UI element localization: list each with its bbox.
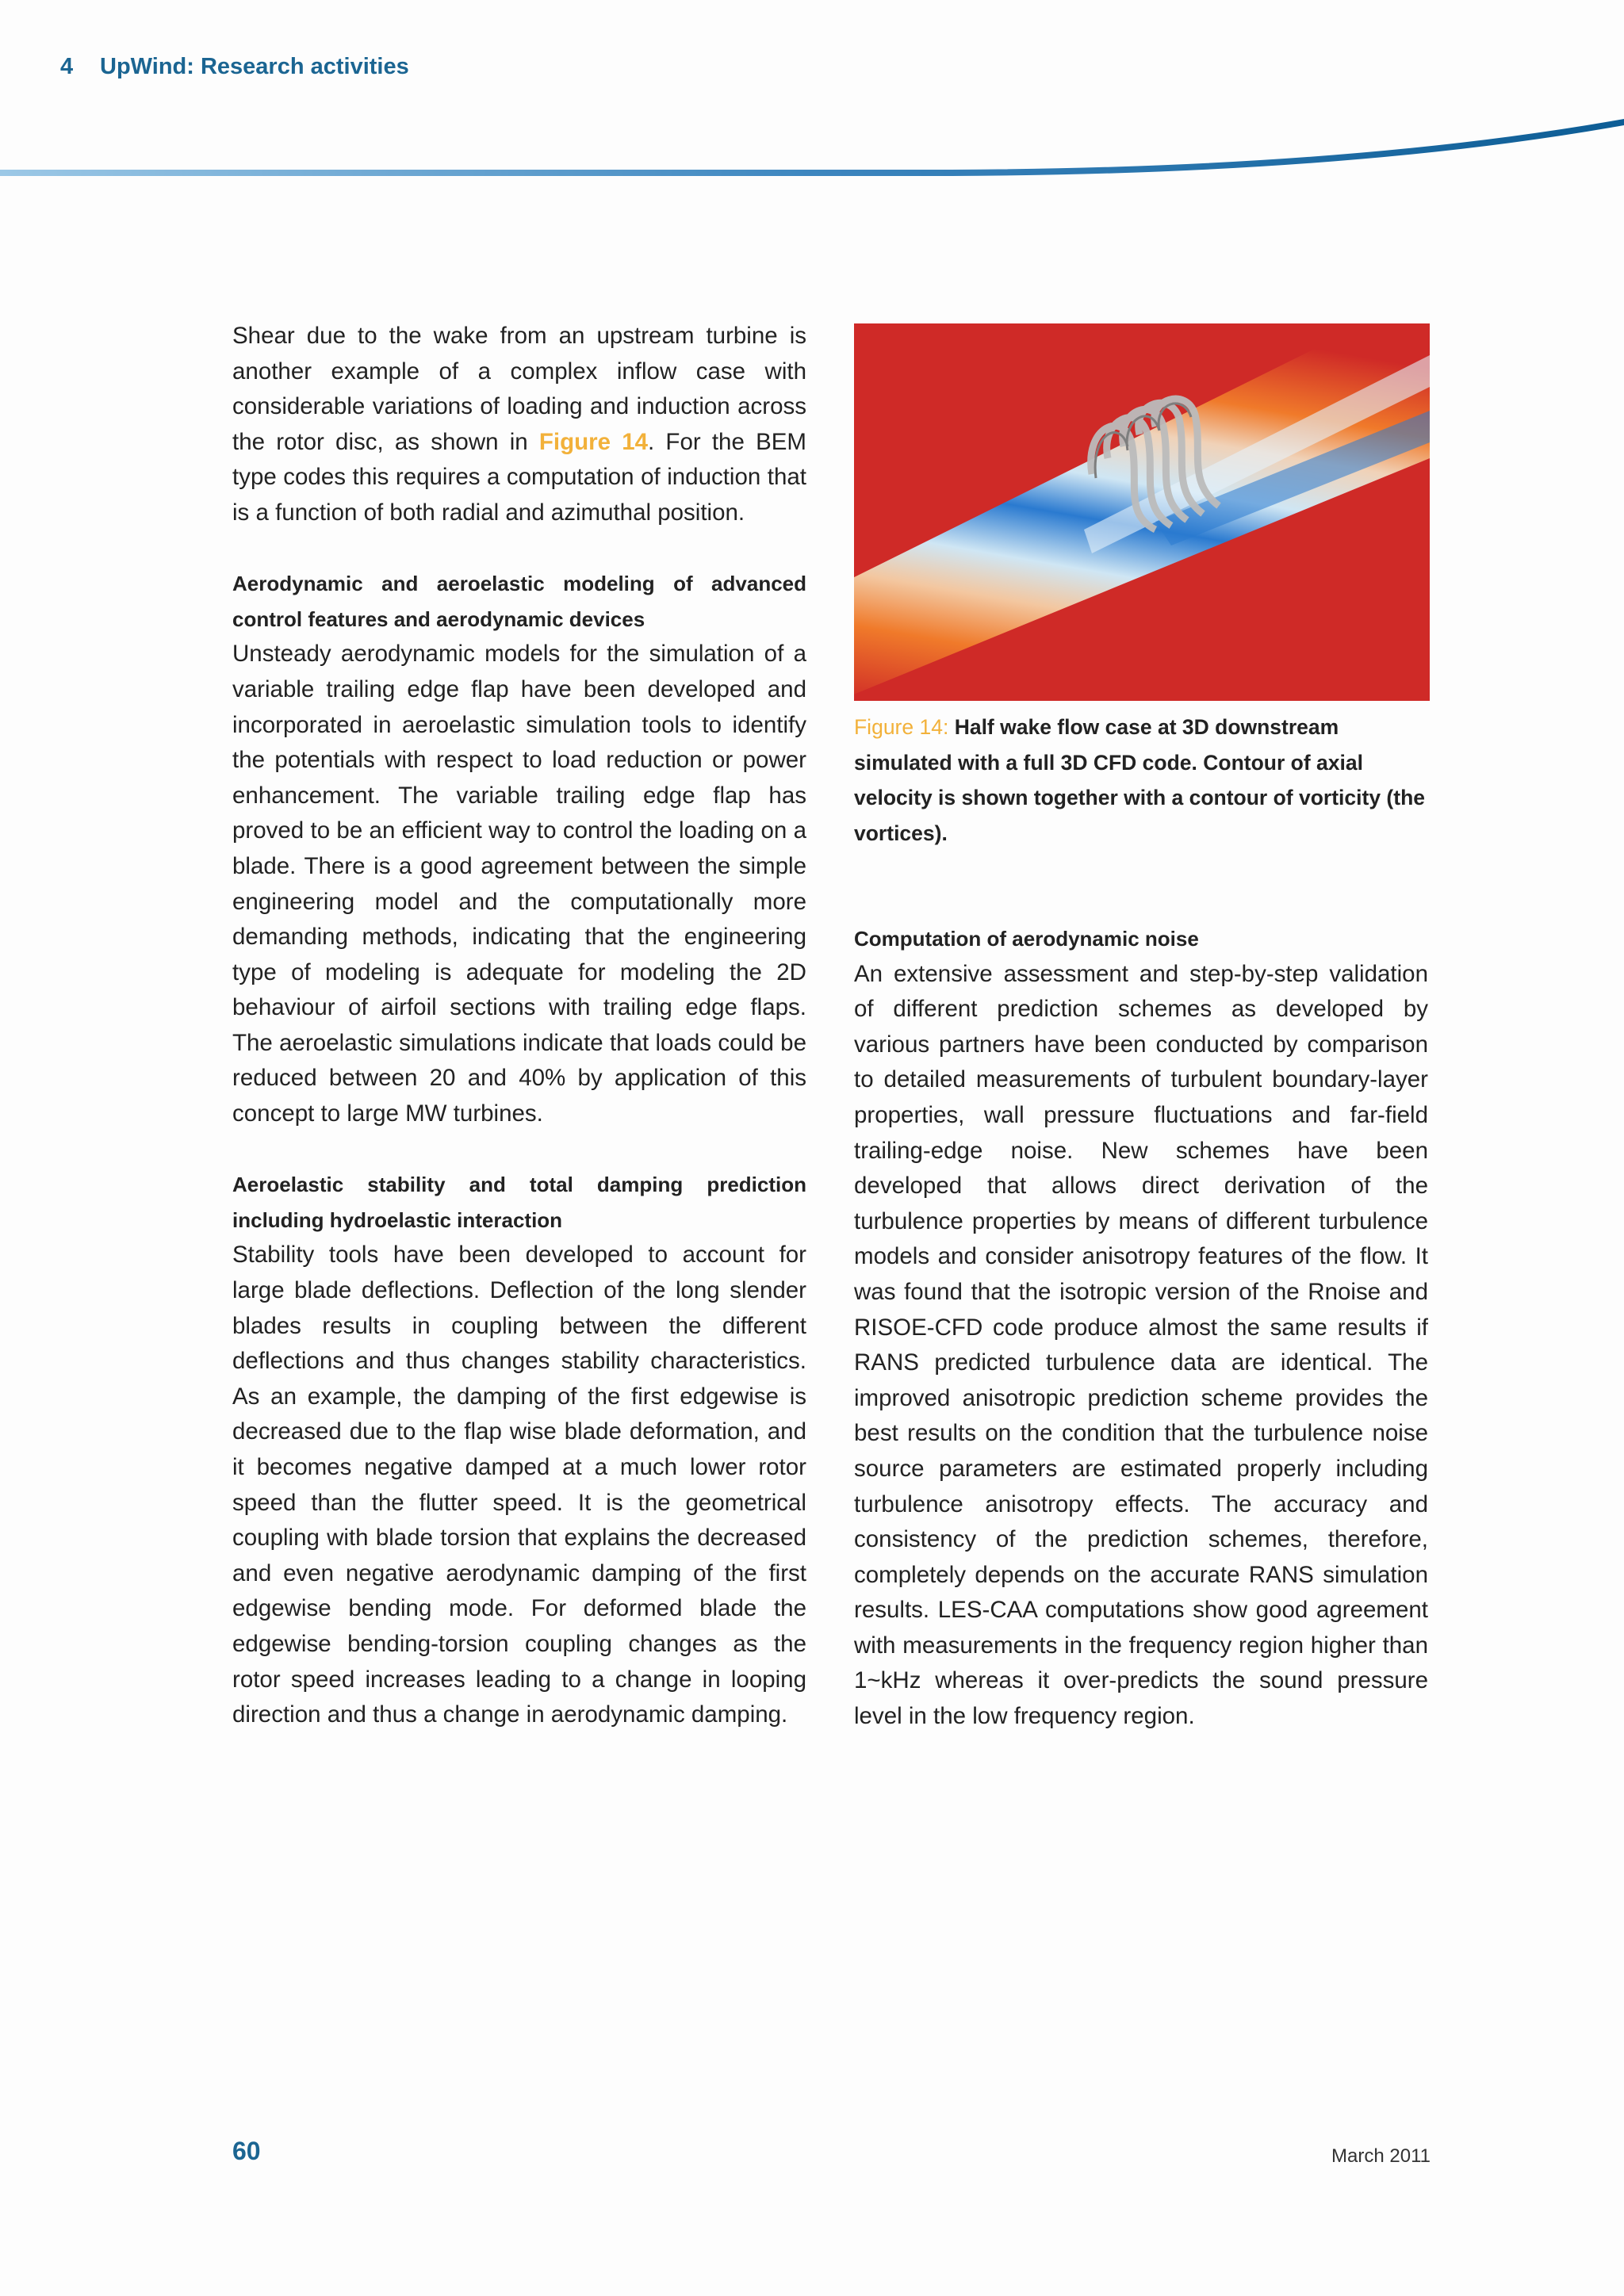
section-body-aerodynamic-modeling: Unsteady aerodynamic models for the simulation of a variable trailing edge flap have been developed and incorporated in aeroelastic simulation tools to identify the potentials with respect to load reduction or power enhancement. The variable trailing edge flap has proved to be an efficient way to control the loading on a blade. There is a good agreement between the simple engineering model and the computationally more demanding methods, indicating that the engineering type of modeling is adequate for modeling the 2D behaviour of airfoil sections with trailing edge flaps. The aeroelastic simulations indicate that loads could be reduced between 20 and 40% by application of this concept to large MW turbines.	[232, 641, 806, 1127]
section-heading-stability: Aeroelastic stability and total damping prediction including hydroelastic interaction	[232, 1173, 806, 1232]
figure-caption: Figure 14: Half wake flow case at 3D downstream simulated with a full 3D CFD code. Contour of axial velocity is shown together with a contour of vorticity (the vortices).	[854, 715, 1425, 845]
publication-date: March 2011	[1331, 2145, 1431, 2167]
section-heading-noise: Computation of aerodynamic noise	[854, 927, 1199, 951]
chapter-number: 4	[60, 54, 74, 79]
page-number: 60	[232, 2137, 261, 2165]
section-body-stability: Stability tools have been developed to account for large blade deflections. Deflection of the long slender blades results in coupling between the different deflections and thus changes stability characteristics. As an example, the damping of the first edgewise is decreased due to the flap wise blade deformation, and it becomes negative damped at a much lower rotor speed than the flutter speed. It is the geometrical coupling with blade torsion that explains the decreased and even negative aerodynamic damping of the first edgewise bending mode. For deformed blade the edgewise bending-torsion coupling changes as the rotor speed increases leading to a change in looping direction and thus a change in aerodynamic damping.	[232, 1242, 806, 1728]
intro-paragraph: Shear due to the wake from an upstream turbine is another example of a complex inflow case with considerable variations of loading and induction across the rotor disc, as shown in Figure 14. For the BEM type codes this requires a computation of induction that is a function of both radial and azimuthal position.	[232, 323, 806, 526]
cfd-figure-image	[854, 323, 1430, 701]
header-swoosh	[0, 111, 1624, 190]
left-column	[232, 319, 806, 1733]
section-body-noise: An extensive assessment and step-by-step validation of different prediction schemes as developed by various partners have been conducted by comparison to detailed measurements of turbulent boundary-layer properties, wall pressure fluctuations and far-field trailing-edge noise. New schemes have been developed that allows direct derivation of the turbulence properties by means of different turbulence models and consider anisotropy features of the flow. It was found that the isotropic version of the Rnoise and RISOE-CFD code produce almost the same results if RANS predicted turbulence data are identical. The improved anisotropic prediction scheme provides the best results on the condition that the turbulence noise source parameters are estimated properly including turbulence anisotropy effects. The accuracy and consistency of the prediction schemes, therefore, completely depends on the accurate RANS simulation results. LES-CAA computations show good agreement with measurements in the frequency region higher than 1~kHz whereas it over-predicts the sound pressure level in the low frequency region.	[854, 960, 1428, 1730]
right-column	[854, 921, 1428, 1735]
figure-reference-link[interactable]: Figure 14	[538, 428, 649, 455]
figure-label: Figure 14:	[854, 715, 949, 739]
chapter-title: UpWind: Research activities	[100, 54, 409, 79]
section-heading-aerodynamic-modeling: Aerodynamic and aeroelastic modeling of advanced control features and aerodynamic devices	[232, 572, 806, 631]
